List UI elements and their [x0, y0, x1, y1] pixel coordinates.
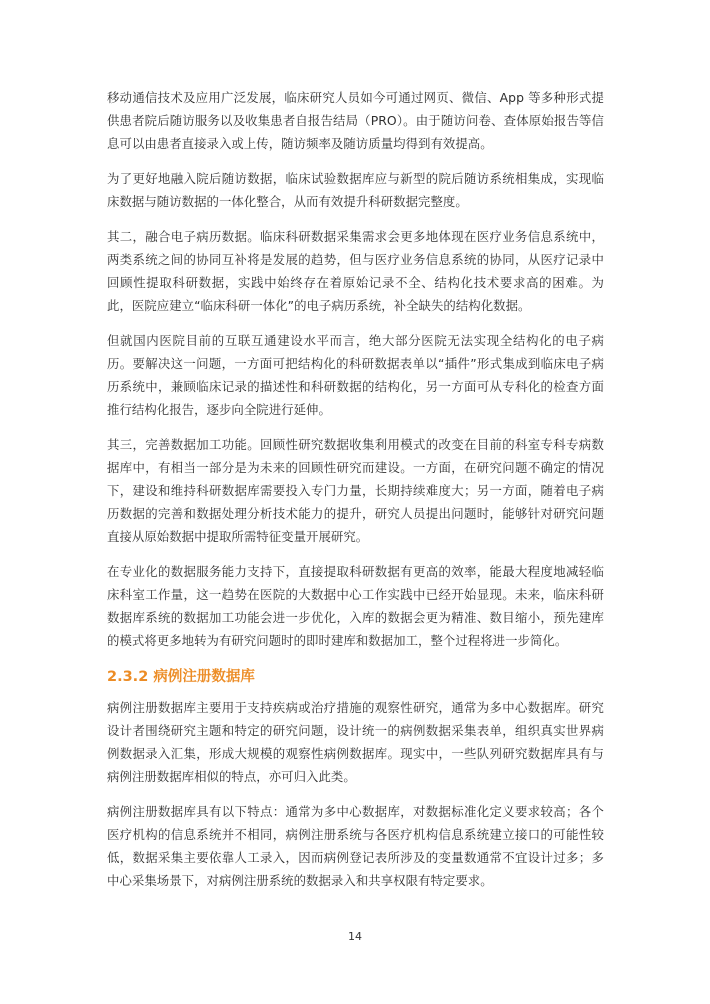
- paragraph-data-processing: 其三，完善数据加工功能。回顾性研究数据收集利用模式的改变在目前的科室专科专病数据库中，有相当一部分是为未来的回顾性研究而建设。一方面，在研究问题不确定的情况下，建设和维持科研数据库需要投入专门力量，长期持续难度大；另一方面，随着电子病历数据的完善和数据处理分析技术能力的提升，研究人员提出问题时，能够针对研究问题直接从原始数据中提取所需特征变量开展研究。: [107, 437, 604, 544]
- paragraph-mobile-followup: 移动通信技术及应用广泛发展，临床研究人员如今可通过网页、微信、App 等多种形式提供患者院后随访服务以及收集患者自报告结局（PRO）。由于随访问卷、查体原始报告等信息可以由患者直接录入或上传，随访频率及随访质量均得到有效提高。: [107, 90, 604, 151]
- paragraph-data-service: 在专业化的数据服务能力支持下，直接提取科研数据有更高的效率，能最大程度地减轻临床科室工作量，这一趋势在医院的大数据中心工作实践中已经开始显现。未来，临床科研数据库系统的数据加工功能会进一步优化，入库的数据会更为精准、数目缩小，预先建库的模式将更多地转为有研究问题时的即时建库和数据加工，整个过程将进一步简化。: [107, 564, 604, 648]
- paragraph-structured-emr: 但就国内医院目前的互联互通建设水平而言，绝大部分医院无法实现全结构化的电子病历。要解决这一问题，一方面可把结构化的科研数据表单以“插件”形式集成到临床电子病历系统中，兼顾临床记录的描述性和科研数据的结构化，另一方面可从专科化的检查方面推行结构化报告，逐步向全院进行延伸。: [107, 333, 604, 417]
- paragraph-registry-features: 病例注册数据库具有以下特点：通常为多中心数据库，对数据标准化定义要求较高；各个医疗机构的信息系统并不相同，病例注册系统与各医疗机构信息系统建立接口的可能性较低，数据采集主要依靠人工录入，因而病例登记表所涉及的变量数通常不宜设计过多；多中心采集场景下，对病例注册系统的数据录入和共享权限有特定要求。: [107, 804, 604, 888]
- paragraph-emr-integration: 其二，融合电子病历数据。临床科研数据采集需求会更多地体现在医疗业务信息系统中，两类系统之间的协同互补将是发展的趋势，但与医疗业务信息系统的协同，从医疗记录中回顾性提取科研数据，实践中始终存在着原始记录不全、结构化技术要求高的困难。为此，医院应建立“临床科研一体化”的电子病历系统，补全缺失的结构化数据。: [107, 229, 604, 313]
- paragraph-registry-overview: 病例注册数据库主要用于支持疾病或治疗措施的观察性研究，通常为多中心数据库。研究设计者围绕研究主题和特定的研究问题，设计统一的病例数据采集表单，组织真实世界病例数据录入汇集，形成大规模的观察性病例数据库。现实中，一些队列研究数据库具有与病例注册数据库相似的特点，亦可归入此类。: [107, 700, 604, 784]
- page-number: 14: [348, 930, 362, 943]
- paragraph-followup-integration: 为了更好地融入院后随访数据，临床试验数据库应与新型的院后随访系统相集成，实现临床数据与随访数据的一体化整合，从而有效提升科研数据完整度。: [107, 171, 604, 209]
- section-heading: 2.3.2 病例注册数据库: [107, 669, 255, 685]
- page-content: [107, 86, 604, 904]
